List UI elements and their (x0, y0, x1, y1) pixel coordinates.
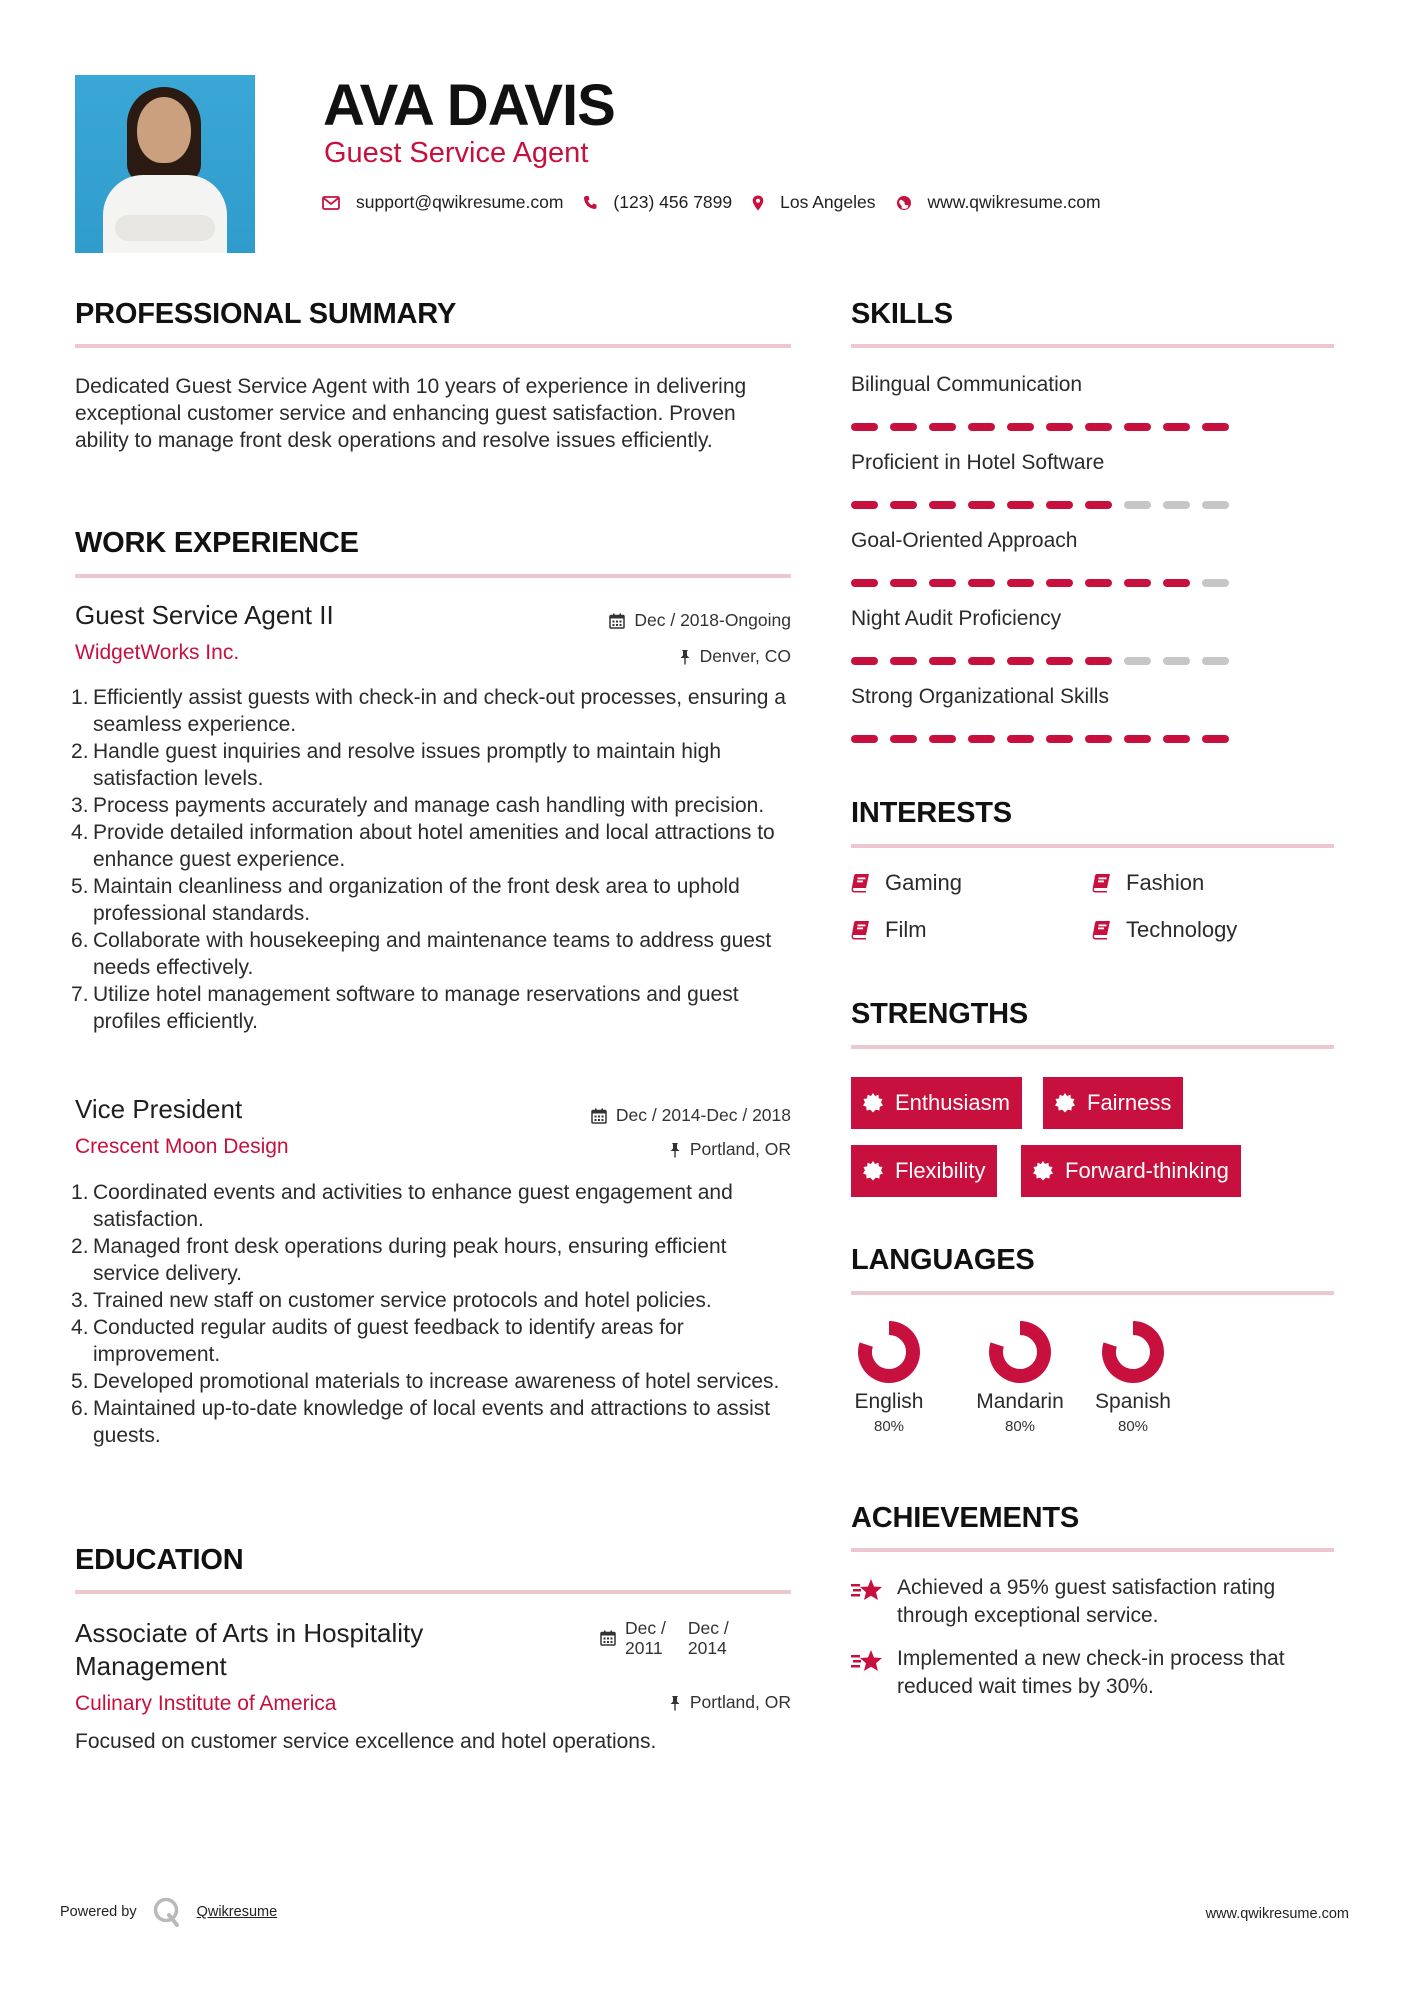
calendar-icon (591, 1108, 607, 1124)
contact-email-text: support@qwikresume.com (356, 192, 564, 212)
contact-website-text: www.qwikresume.com (927, 192, 1101, 212)
skill-label: Proficient in Hotel Software (851, 451, 1105, 474)
job-dates-text: Dec / 2014-Dec / 2018 (615, 1105, 791, 1125)
skill-level-segment (1202, 501, 1229, 509)
list-item: Utilize hotel management software to manage reservations and guest profiles efficiently. (93, 983, 739, 1033)
languages-divider (851, 1291, 1334, 1295)
job-location (679, 646, 791, 667)
interests-divider (851, 844, 1334, 848)
book-icon (851, 920, 871, 940)
language-gauge-arc (865, 1328, 913, 1376)
skill-level-segment (1046, 501, 1073, 509)
badge-icon (863, 1161, 883, 1181)
pushpin-icon (669, 1695, 681, 1711)
skill-level-segment (890, 657, 917, 665)
job-dates-text: Dec / 2018-Ongoing (634, 610, 791, 630)
skill-level-segment (929, 579, 956, 587)
contact-location-text: Los Angeles (780, 192, 876, 212)
candidate-name: AVA DAVIS (323, 73, 615, 138)
skill-level-segment (851, 423, 878, 431)
list-item: Collaborate with housekeeping and maintenance teams to address guest needs effectively. (93, 929, 772, 979)
skill-level-segment (1163, 579, 1190, 587)
skill-level-segment (1124, 735, 1151, 743)
skill-level-bar (851, 579, 1229, 587)
company-name: Crescent Moon Design (75, 1135, 289, 1158)
language-percent: 80% (1117, 1418, 1149, 1435)
skill-level-bar (851, 423, 1229, 431)
languages-heading: LANGUAGES (851, 1244, 1035, 1276)
language-name: Mandarin (976, 1390, 1064, 1413)
strengths-heading: STRENGTHS (851, 998, 1029, 1030)
job-title: Guest Service Agent II (75, 600, 334, 630)
education-description: Focused on customer service excellence and hotel operations. (75, 1730, 657, 1753)
calendar-icon (600, 1630, 616, 1646)
skill-level-segment (1202, 657, 1229, 665)
list-item: Trained new staff on customer service protocols and hotel policies. (93, 1289, 712, 1312)
skill-level-segment (1124, 579, 1151, 587)
skill-level-segment (1007, 579, 1034, 587)
map-pin-icon (752, 195, 764, 211)
language-item (834, 1320, 944, 1435)
skill-level-segment (1007, 735, 1034, 743)
envelope-icon (322, 196, 340, 210)
qwikresume-logo-icon (153, 1897, 181, 1927)
skill-level-segment (1007, 657, 1034, 665)
list-item: Managed front desk operations during peak hours, ensuring efficient service delivery. (93, 1235, 727, 1285)
skill-level-segment (1046, 657, 1073, 665)
skill-level-segment (890, 423, 917, 431)
skill-level-segment (890, 579, 917, 587)
contact-location (752, 192, 875, 213)
skill-label: Bilingual Communication (851, 373, 1083, 396)
degree-title: Associate of Arts in Hospitality Management (75, 1618, 424, 1681)
skill-level-segment (1007, 423, 1034, 431)
skill-level-segment (1007, 501, 1034, 509)
skill-level-segment (1046, 735, 1073, 743)
powered-by-label: Powered by (60, 1904, 137, 1920)
skill-level-segment (1202, 735, 1229, 743)
pushpin-icon (679, 649, 691, 665)
skill-level-segment (890, 501, 917, 509)
job-dates (591, 1105, 791, 1126)
language-gauge-arc (996, 1328, 1044, 1376)
skill-level-segment (1202, 579, 1229, 587)
skill-level-segment (1163, 735, 1190, 743)
company-name: WidgetWorks Inc. (75, 641, 240, 664)
book-icon (1092, 873, 1112, 893)
skill-level-segment (1085, 501, 1112, 509)
list-item: Developed promotional materials to increase awareness of hotel services. (93, 1370, 780, 1393)
interests-heading: INTERESTS (851, 797, 1012, 829)
calendar-icon (609, 613, 625, 629)
achievement-item: Achieved a 95% guest satisfaction rating through exceptional service. (851, 1574, 1334, 1630)
language-gauge (988, 1320, 1052, 1384)
skill-level-segment (968, 735, 995, 743)
education-end-date: Dec / 2014 (687, 1618, 729, 1658)
education-location-text: Portland, OR (689, 1692, 791, 1712)
skill-level-segment (968, 423, 995, 431)
contact-website[interactable] (896, 192, 1101, 213)
skill-level-bar (851, 501, 1229, 509)
pushpin-icon (669, 1142, 681, 1158)
skill-level-segment (1085, 579, 1112, 587)
language-percent: 80% (873, 1418, 905, 1435)
skill-level-segment (1124, 423, 1151, 431)
contact-bar (322, 192, 1121, 213)
skill-level-segment (851, 735, 878, 743)
interest-item: Film (851, 917, 927, 943)
profile-photo (75, 75, 255, 253)
phone-icon (583, 195, 597, 210)
job-dates (609, 610, 791, 631)
strength-tag: Forward-thinking (1021, 1145, 1241, 1197)
skill-level-segment (1163, 657, 1190, 665)
education-divider (75, 1590, 791, 1594)
school-name: Culinary Institute of America (75, 1692, 337, 1715)
footer-website[interactable]: www.qwikresume.com (1205, 1906, 1349, 1922)
skill-level-segment (1202, 423, 1229, 431)
skills-heading: SKILLS (851, 298, 953, 330)
skill-level-segment (1163, 501, 1190, 509)
achievements-divider (851, 1548, 1334, 1552)
list-item: Conducted regular audits of guest feedback to identify areas for improvement. (93, 1316, 684, 1366)
language-gauge-arc (1109, 1328, 1157, 1376)
skill-level-segment (968, 657, 995, 665)
skill-level-segment (1085, 423, 1112, 431)
job-location (669, 1139, 791, 1160)
strength-tag: Enthusiasm (851, 1077, 1022, 1129)
skill-level-segment (929, 423, 956, 431)
skill-level-bar (851, 735, 1229, 743)
education-location (669, 1692, 791, 1713)
skill-level-segment (851, 657, 878, 665)
skill-level-segment (968, 579, 995, 587)
skill-level-segment (1046, 423, 1073, 431)
globe-icon (896, 195, 912, 211)
star-trophy-icon (851, 1649, 883, 1675)
job-location-text: Denver, CO (699, 646, 791, 666)
language-item (965, 1320, 1075, 1435)
list-item: Handle guest inquiries and resolve issues promptly to maintain high satisfaction levels. (93, 740, 722, 790)
language-name: English (854, 1390, 924, 1413)
list-item: Coordinated events and activities to enhance guest engagement and satisfaction. (93, 1181, 733, 1231)
skill-label: Goal-Oriented Approach (851, 529, 1078, 552)
qwikresume-link[interactable]: Qwikresume (196, 1904, 278, 1920)
contact-email[interactable] (322, 192, 563, 213)
job-bullets (75, 1179, 791, 1449)
language-gauge (857, 1320, 921, 1384)
strength-tag: Fairness (1043, 1077, 1183, 1129)
skill-level-bar (851, 657, 1229, 665)
list-item: Process payments accurately and manage cash handling with precision. (93, 794, 765, 817)
summary-text: Dedicated Guest Service Agent with 10 years of experience in delivering exceptional customer service and enhancing guest satisfaction. Proven ability to manage front desk operations and resolve issues efficiently. (75, 375, 747, 452)
skill-level-segment (968, 501, 995, 509)
achievement-item: Implemented a new check-in process that reduced wait times by 30%. (851, 1645, 1334, 1701)
badge-icon (1055, 1093, 1075, 1113)
summary-heading: PROFESSIONAL SUMMARY (75, 298, 457, 330)
job-location-text: Portland, OR (689, 1139, 791, 1159)
skill-level-segment (851, 501, 878, 509)
skill-level-segment (851, 579, 878, 587)
contact-phone[interactable] (583, 192, 732, 213)
skill-level-segment (1163, 423, 1190, 431)
education-heading: EDUCATION (75, 1544, 244, 1576)
skill-level-segment (1124, 657, 1151, 665)
interest-item: Gaming (851, 870, 962, 896)
language-name: Spanish (1095, 1390, 1171, 1413)
star-trophy-icon (851, 1578, 883, 1604)
skill-level-segment (1085, 735, 1112, 743)
interest-item: Technology (1092, 917, 1237, 943)
job-title: Vice President (75, 1094, 243, 1124)
strengths-divider (851, 1045, 1334, 1049)
summary-divider (75, 344, 791, 348)
list-item: Maintained up-to-date knowledge of local events and attractions to assist guests. (93, 1397, 771, 1447)
list-item: Maintain cleanliness and organization of the front desk area to uphold professional standards. (93, 875, 740, 925)
badge-icon (1033, 1161, 1053, 1181)
language-percent: 80% (1004, 1418, 1036, 1435)
contact-phone-text: (123) 456 7899 (613, 192, 733, 212)
skill-level-segment (1085, 657, 1112, 665)
book-icon (851, 873, 871, 893)
skill-level-segment (929, 657, 956, 665)
candidate-role: Guest Service Agent (324, 137, 589, 169)
skill-level-segment (1046, 579, 1073, 587)
skill-label: Strong Organizational Skills (851, 685, 1109, 708)
list-item: Provide detailed information about hotel amenities and local attractions to enhance guest experience. (93, 821, 775, 871)
skill-level-segment (890, 735, 917, 743)
education-dates (600, 1618, 729, 1658)
skill-level-segment (929, 735, 956, 743)
job-bullets (75, 684, 791, 1035)
skill-label: Night Audit Proficiency (851, 607, 1062, 630)
list-item: Efficiently assist guests with check-in and check-out processes, ensuring a seamless experience. (93, 686, 786, 736)
achievements-heading: ACHIEVEMENTS (851, 1502, 1080, 1534)
skills-divider (851, 344, 1334, 348)
interest-item: Fashion (1092, 870, 1204, 896)
skill-level-segment (929, 501, 956, 509)
language-gauge (1101, 1320, 1165, 1384)
education-start-date: Dec / 2011 (625, 1618, 666, 1658)
book-icon (1092, 920, 1112, 940)
experience-divider (75, 574, 791, 578)
skill-level-segment (1124, 501, 1151, 509)
footer-powered-by (60, 1897, 277, 1927)
badge-icon (863, 1093, 883, 1113)
experience-heading: WORK EXPERIENCE (75, 527, 359, 559)
language-item (1078, 1320, 1188, 1435)
strength-tag: Flexibility (851, 1145, 997, 1197)
